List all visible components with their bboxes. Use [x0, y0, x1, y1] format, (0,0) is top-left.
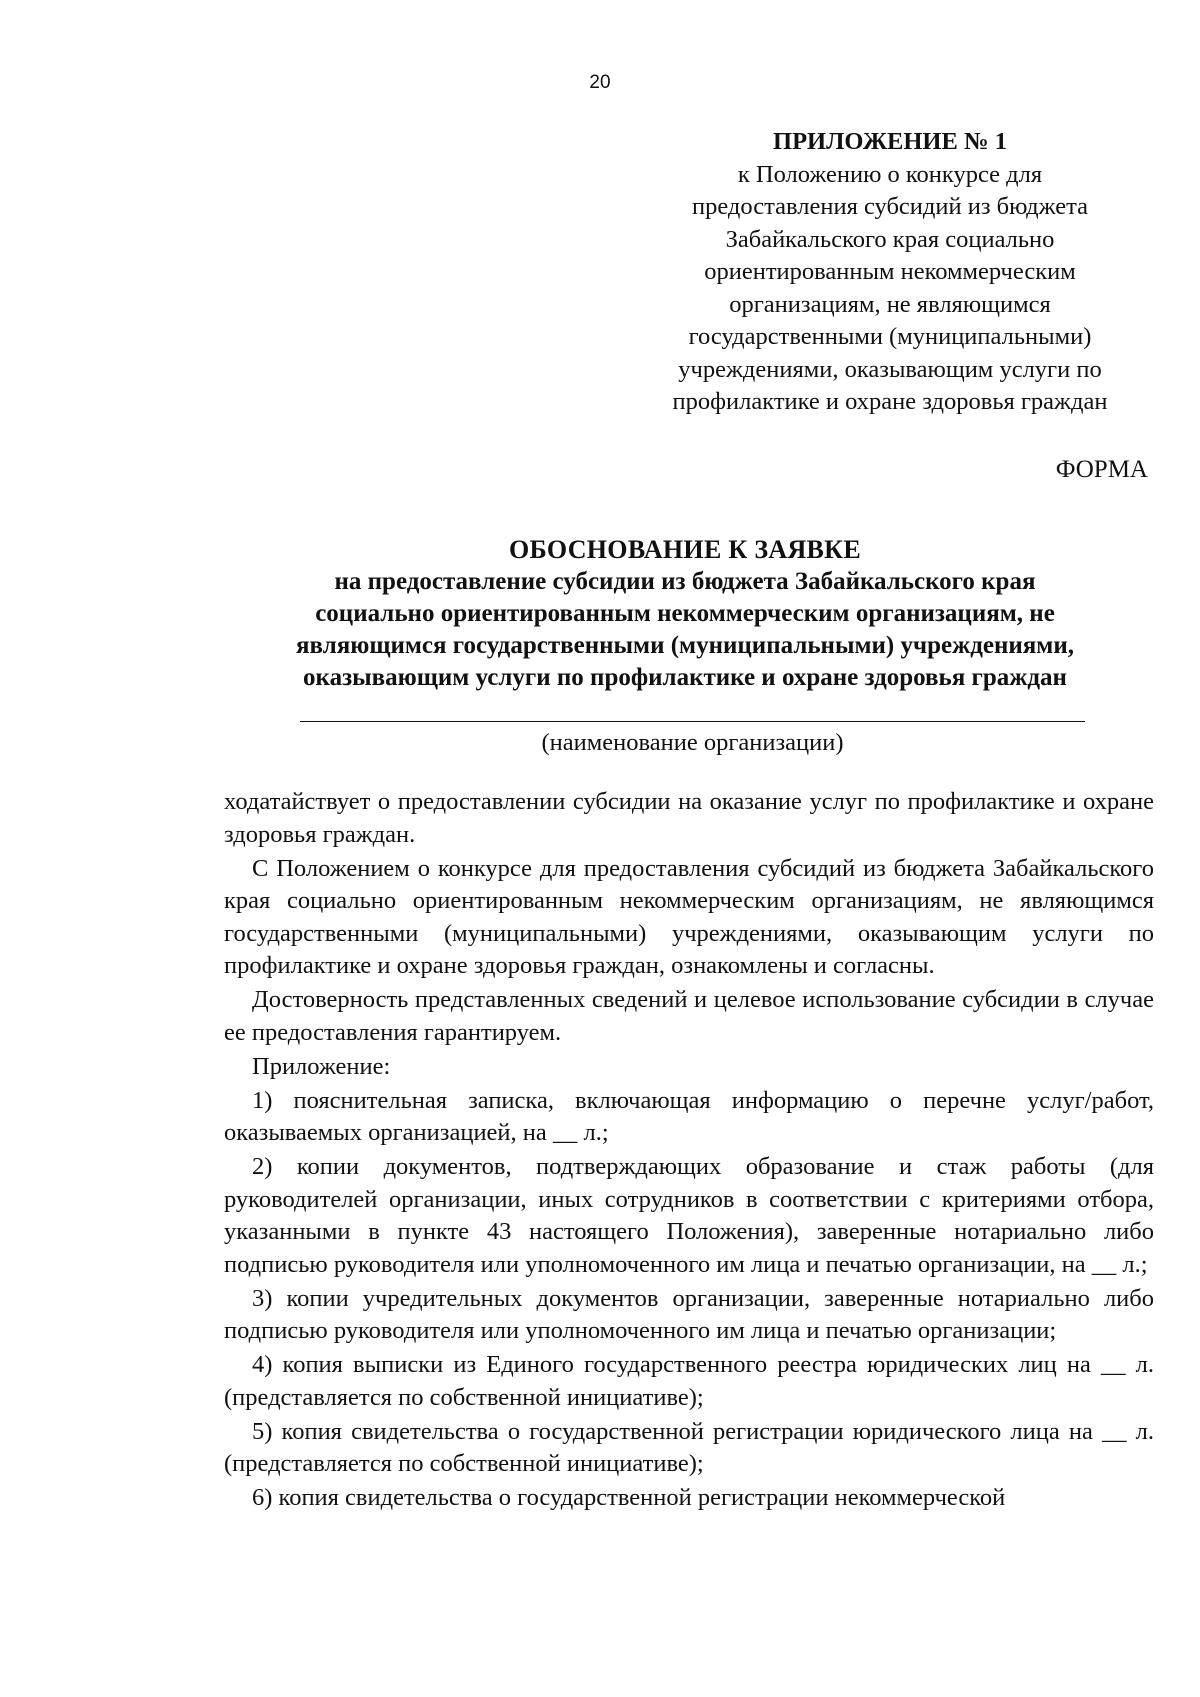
document-title — [220, 534, 1150, 694]
title-sub-line: оказывающим услуги по профилактике и охране здоровья граждан — [303, 664, 1067, 691]
body-paragraph: С Положением о конкурсе для предоставления субсидий из бюджета Забайкальского края социально ориентированным некоммерческим организациям, не являющимся государственными (муниципальными) учреждениями, оказывающим услуги по профилактике и охране здоровья граждан, ознакомлены и согласны. — [224, 854, 1154, 979]
appendix-line: учреждениями, оказывающим услуги по — [678, 355, 1102, 383]
appendix-line: к Положению о конкурсе для — [737, 160, 1043, 188]
attachment-item: 1) пояснительная записка, включающая информацию о перечне услуг/работ, оказываемых организацией, на __ л.; — [224, 1086, 1154, 1146]
attachment-item: 5) копия свидетельства о государственной регистрации юридического лица на __ л. (представляется по собственной инициативе); — [224, 1417, 1154, 1477]
title-sub-line: социально ориентированным некоммерческим организациям, не — [315, 600, 1055, 627]
appendix-line: ориентированным некоммерческим — [704, 258, 1076, 285]
attachment-item: 6) копия свидетельства о государственной регистрации некоммерческой — [252, 1484, 1006, 1511]
form-label: ФОРМА — [1055, 456, 1148, 483]
title-main: ОБОСНОВАНИЕ К ЗАЯВКЕ — [509, 535, 861, 564]
body-paragraph: Достоверность представленных сведений и целевое использование субсидии в случае ее предоставления гарантируем. — [224, 986, 1154, 1046]
document-body — [224, 786, 1154, 1516]
organization-name-line — [300, 721, 1085, 722]
title-sub-line: являющимся государственными (муниципальными) учреждениями, — [296, 632, 1074, 659]
title-sub-line: на предоставление субсидии из бюджета Забайкальского края — [334, 568, 1036, 595]
attachment-item: 2) копии документов, подтверждающих образование и стаж работы (для руководителей организации, иных сотрудников в соответствии с критериями отбора, указанными в пункте 43 настоящего Положения), заверенные нотариально либо подписью руководителя или уполномоченного им лица и печатью организации, на __ л.; — [224, 1153, 1154, 1278]
attachments-heading: Приложение: — [252, 1052, 391, 1080]
appendix-line: предоставления субсидий из бюджета — [692, 193, 1088, 220]
attachment-item: 3) копии учредительных документов организации, заверенные нотариально либо подписью руководителя или уполномоченного им лица и печатью организации; — [224, 1284, 1154, 1344]
appendix-block — [640, 126, 1140, 419]
appendix-line: организациям, не являющимся — [729, 290, 1051, 318]
page-number: 20 — [589, 72, 611, 93]
body-paragraph: ходатайствует о предоставлении субсидии на оказание услуг по профилактике и охране здоровья граждан. — [224, 788, 1154, 848]
organization-caption: (наименование организации) — [541, 729, 844, 756]
appendix-line: профилактике и охране здоровья граждан — [672, 388, 1108, 415]
appendix-line: Забайкальского края социально — [725, 225, 1055, 253]
appendix-line: государственными (муниципальными) — [688, 323, 1092, 350]
attachment-item: 4) копия выписки из Единого государственного реестра юридических лиц на __ л. (представляется по собственной инициативе); — [224, 1351, 1154, 1411]
appendix-heading: ПРИЛОЖЕНИЕ № 1 — [773, 128, 1007, 155]
